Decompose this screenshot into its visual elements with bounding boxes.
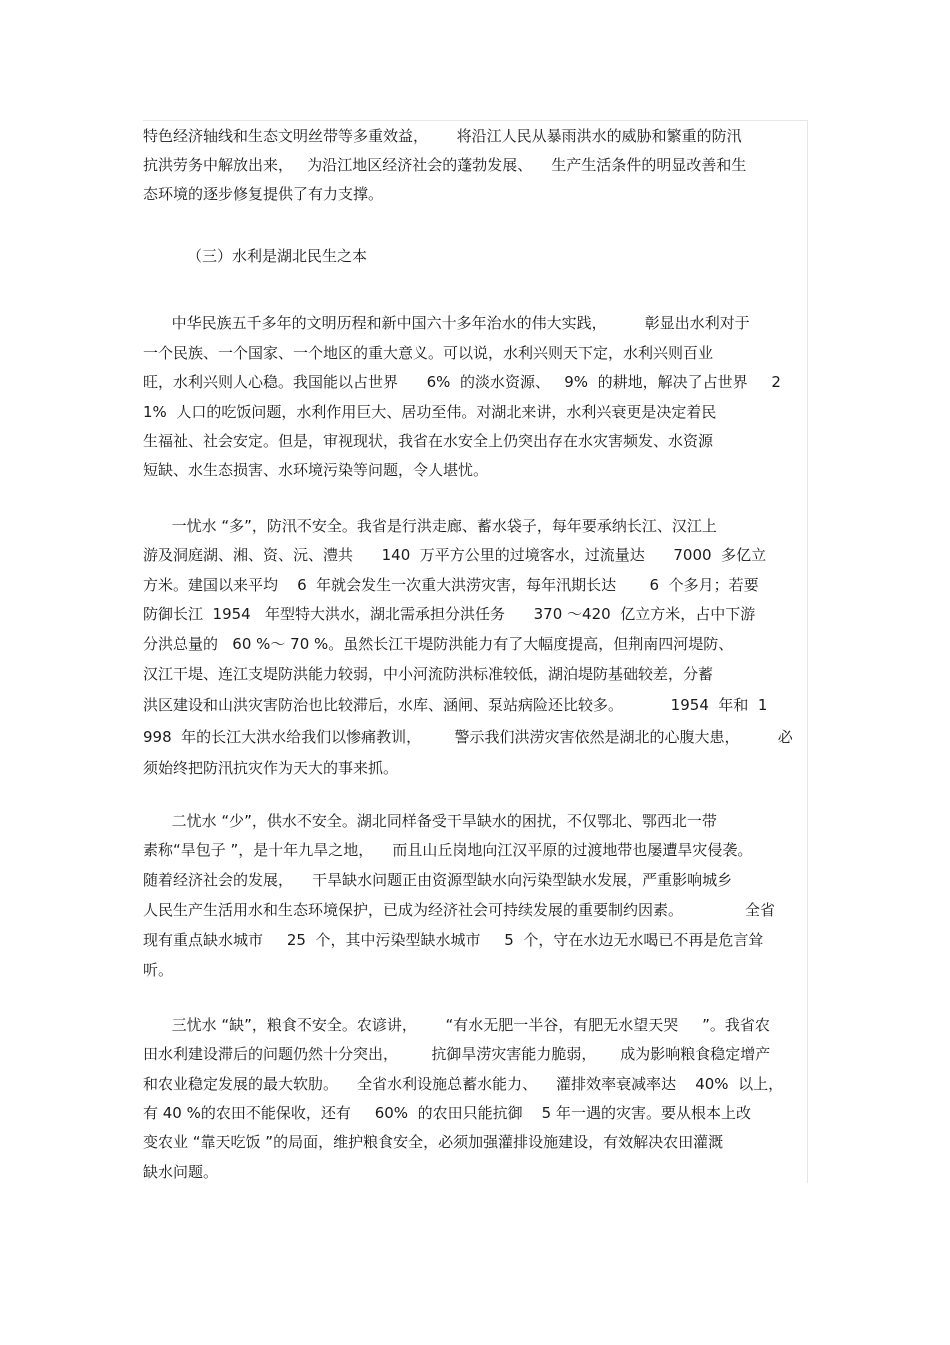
text-line: 素称“旱包子 ”，是十年九旱之地， 而且山丘岗地向江汉平原的过渡地带也屡遭旱灾侵袭。 <box>143 841 753 859</box>
text-line: 短缺、水生态损害、水环境污染等问题，令人堪忧。 <box>143 461 489 479</box>
text-line: 二忧水 “少”，供水不安全。湖北同样备受干旱缺水的困扰，不仅鄂北、鄂西北一带 <box>143 812 717 830</box>
text-line: 听。 <box>143 961 174 979</box>
text-line: 游及洞庭湖、湘、资、沅、澧共 140 万平方公里的过境客水，过流量达 7000 多亿立 <box>143 546 767 564</box>
page-frame-top-border <box>143 120 808 121</box>
text-line: 1% 人口的吃饭问题，水利作用巨大、居功至伟。对湖北来讲，水利兴衰更是决定着民 <box>143 403 717 421</box>
text-line: 中华民族五千多年的文明历程和新中国六十多年治水的伟大实践， 彰显出水利对于 <box>143 314 750 332</box>
text-line: 998 年的长江大洪水给我们以惨痛教训， 警示我们洪涝灾害依然是湖北的心腹大患， 必 <box>143 728 793 746</box>
page-frame-right-border <box>807 120 808 1183</box>
text-line: 随着经济社会的发展， 干旱缺水问题正由资源型缺水向污染型缺水发展，严重影响城乡 <box>143 871 733 889</box>
text-line: 旺，水利兴则人心稳。我国能以占世界 6% 的淡水资源、 9% 的耕地，解决了占世界 2 <box>143 373 781 391</box>
text-line: 一个民族、一个国家、一个地区的重大意义。可以说，水利兴则天下定，水利兴则百业 <box>143 344 714 362</box>
text-line: 方米。建国以来平均 6 年就会发生一次重大洪涝灾害，每年汛期长达 6 个多月；若要 <box>143 576 759 594</box>
text-line: 和农业稳定发展的最大软肋。 全省水利设施总蓄水能力、 灌排效率衰减率达 40% 以上， <box>143 1075 784 1093</box>
text-line: 防御长江 1954 年型特大洪水，湖北需承担分洪任务 370 ～420 亿立方米，占中下游 <box>143 605 756 623</box>
text-line: 三忧水 “缺”，粮食不安全。农谚讲， “有水无肥一半谷，有肥无水望天哭 ”。我省农 <box>143 1016 770 1034</box>
text-line: 生福祉、社会安定。但是，审视现状，我省在水安全上仍突出存在水灾害频发、水资源 <box>143 432 714 450</box>
text-line: 现有重点缺水城市 25 个，其中污染型缺水城市 5 个，守在水边无水喝已不再是危言耸 <box>143 931 764 949</box>
section-heading: （三）水利是湖北民生之本 <box>187 247 368 265</box>
text-line: 抗洪劳务中解放出来， 为沿江地区经济社会的蓬勃发展、 生产生活条件的明显改善和生 <box>143 156 747 174</box>
text-line: 一忧水 “多”，防汛不安全。我省是行洪走廊、蓄水袋子，每年要承纳长江、汉江上 <box>143 517 717 535</box>
text-line: 缺水问题。 <box>143 1163 219 1181</box>
text-line: 人民生产生活用水和生态环境保护，已成为经济社会可持续发展的重要制约因素。 全省 <box>143 901 775 919</box>
text-line: 洪区建设和山洪灾害防治也比较滞后，水库、涵闸、泵站病险还比较多。 1954 年和 1 <box>143 696 768 714</box>
text-line: 态环境的逐步修复提供了有力支撑。 <box>143 185 384 203</box>
text-line: 须始终把防汛抗灾作为天大的事来抓。 <box>143 759 399 777</box>
text-line: 有 40 %的农田不能保收，还有 60% 的农田只能抗御 5 年一遇的灾害。要从根本上改 <box>143 1104 751 1122</box>
text-line: 分洪总量的 60 %～ 70 %。虽然长江干堤防洪能力有了大幅度提高，但荆南四河堤防、 <box>143 635 734 653</box>
text-line: 汉江干堤、连江支堤防洪能力较弱，中小河流防洪标准较低，湖泊堤防基础较差，分蓄 <box>143 665 714 683</box>
text-line: 变农业 “靠天吃饭 ”的局面，维护粮食安全，必须加强灌排设施建设，有效解决农田灌溉 <box>143 1133 724 1151</box>
text-line: 田水利建设滞后的问题仍然十分突出， 抗御旱涝灾害能力脆弱， 成为影响粮食稳定增产 <box>143 1045 771 1063</box>
text-line: 特色经济轴线和生态文明丝带等多重效益， 将沿江人民从暴雨洪水的威胁和繁重的防汛 <box>143 127 742 145</box>
